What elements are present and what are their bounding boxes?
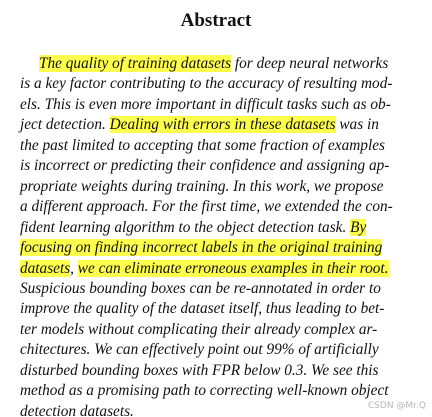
abstract-line [20, 381, 414, 401]
abstract-text: detection datasets. [20, 402, 134, 417]
abstract-line [20, 320, 414, 340]
abstract-line [20, 299, 414, 319]
abstract-paragraph [20, 54, 414, 417]
abstract-text: the past limited to accepting that some fraction of examples [20, 136, 385, 154]
abstract-line [20, 95, 414, 115]
highlighted-text: we can eliminate erroneous examples in their root. [77, 259, 389, 277]
abstract-line [20, 259, 414, 279]
abstract-line [20, 54, 414, 74]
abstract-line [20, 197, 414, 217]
abstract-text: ter models without complicating their already complex ar- [20, 320, 378, 338]
abstract-text: was in [335, 116, 379, 134]
abstract-text: Suspicious bounding boxes can be re-annotated in order to [20, 279, 381, 297]
abstract-text: disturbed bounding boxes with FPR below 0.3. We see this [20, 361, 379, 379]
abstract-text: is incorrect or predicting their confidence and assigning ap- [20, 157, 390, 175]
abstract-line [20, 218, 414, 238]
abstract-line [20, 136, 414, 156]
abstract-text: ject detection. [20, 116, 110, 134]
section-title: Abstract [180, 10, 252, 31]
highlighted-text: datasets [20, 259, 71, 277]
abstract-text: chitectures. We can effectively point out 99% of artificially [20, 341, 379, 359]
abstract-line [20, 279, 414, 299]
abstract-line [20, 177, 414, 197]
abstract-text: fident learning algorithm to the object detection task. [20, 218, 351, 236]
abstract-text: improve the quality of the dataset itself, thus leading to bet- [20, 300, 385, 318]
highlighted-text: focusing on finding incorrect labels in the original training [20, 239, 383, 257]
abstract-line [20, 115, 414, 135]
highlighted-text: Dealing with errors in these datasets [109, 116, 336, 134]
abstract-line [20, 402, 414, 417]
abstract-text: is a key factor contributing to the accuracy of resulting mod- [20, 75, 393, 93]
highlighted-text: The quality of training datasets [39, 55, 232, 72]
abstract-text: method as a promising path to correcting well-known object [20, 382, 389, 400]
abstract-text: els. This is even more important in difficult tasks such as ob- [20, 95, 391, 113]
abstract-text: propriate weights during training. In this work, we propose [20, 177, 384, 195]
abstract-text: , [70, 259, 78, 277]
abstract-line [20, 238, 414, 258]
abstract-line [20, 361, 414, 381]
abstract-line [20, 74, 414, 94]
abstract-text: for deep neural networks [231, 55, 389, 72]
abstract-line [20, 340, 414, 360]
highlighted-text: By [350, 218, 367, 236]
abstract-text: a different approach. For the first time, we extended the con- [20, 198, 393, 216]
watermark: CSDN @Mr.Q [367, 401, 426, 411]
abstract-line [20, 156, 414, 176]
